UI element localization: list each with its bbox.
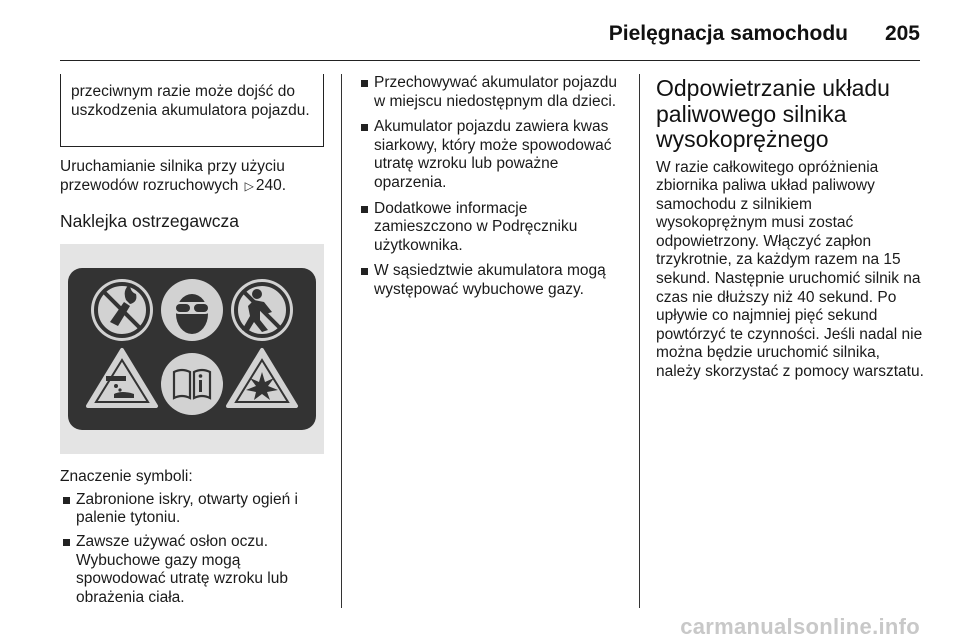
column-divider — [639, 74, 640, 608]
list-item: Dodatkowe informacje zamieszczono w Podręczniku użytkownika. — [358, 200, 626, 256]
legend-list — [60, 491, 324, 608]
list-item: Akumulator pojazdu zawiera kwas siarkowy, który może spowodować utratę wzroku lub poważne oparzenia. — [358, 118, 626, 192]
page-header — [60, 14, 920, 61]
watermark: carmanualsonline.info — [680, 614, 920, 639]
jump-start-paragraph — [60, 158, 324, 195]
sticker-heading: Naklejka ostrzegawcza — [60, 211, 239, 232]
list-item: Przechowywać akumulator pojazdu w miejscu niedostępnym dla dzieci. — [358, 74, 626, 111]
section-body: W razie całkowitego opróżnienia zbiornika paliwa układ paliwowy samochodu z silnikiem wysokoprężnym musi zostać odpowietrzony. Włączyć zapłon trzykrotnie, za każdym razem na 15 sekund. Następnie uruchomić silnik na czas nie dłuższy niż 40 sekund. Po upływie co najmniej pięć sekund powtórzyć te czynności. Jeśli nadal nie można będzie uruchomić silnika, należy skorzystać z pomocy warsztatu. — [656, 158, 924, 381]
column-left — [60, 74, 324, 612]
list-item: W sąsiedztwie akumulatora mogą występować wybuchowe gazy. — [358, 262, 626, 299]
no-flame-icon — [91, 279, 153, 341]
column-divider — [341, 74, 342, 608]
jump-start-ref-link[interactable]: 240. — [255, 176, 287, 194]
legend-intro: Znaczenie symboli: — [60, 468, 193, 486]
read-manual-icon — [161, 353, 223, 415]
keep-children-away-icon — [231, 279, 293, 341]
jump-start-text: Uruchamianie silnika przy użyciu przewodów rozruchowych — [60, 158, 285, 194]
eye-protection-icon — [161, 279, 223, 341]
header-title: Pielęgnacja samochodu — [608, 22, 848, 45]
column-middle — [358, 74, 626, 307]
page-number: 205 — [884, 22, 920, 45]
page-reference-icon: ▷ — [244, 178, 254, 193]
section-title: Odpowietrzanie układu paliwowego silnika wysokoprężnego — [656, 75, 890, 152]
precautions-list — [358, 74, 626, 300]
column-right — [656, 74, 924, 382]
list-item: Zabronione iskry, otwarty ogień i palenie tytoniu. — [60, 491, 324, 528]
warning-text: przeciwnym razie może dojść do uszkodzenia akumulatora pojazdu. — [71, 83, 310, 119]
list-item: Zawsze używać osłon oczu. Wybuchowe gazy mogą spowodować utratę wzroku lub obrażenia ciała. — [60, 533, 324, 607]
warning-box — [60, 74, 324, 147]
warning-sticker-svg — [60, 244, 324, 454]
warning-sticker-figure — [60, 244, 324, 454]
